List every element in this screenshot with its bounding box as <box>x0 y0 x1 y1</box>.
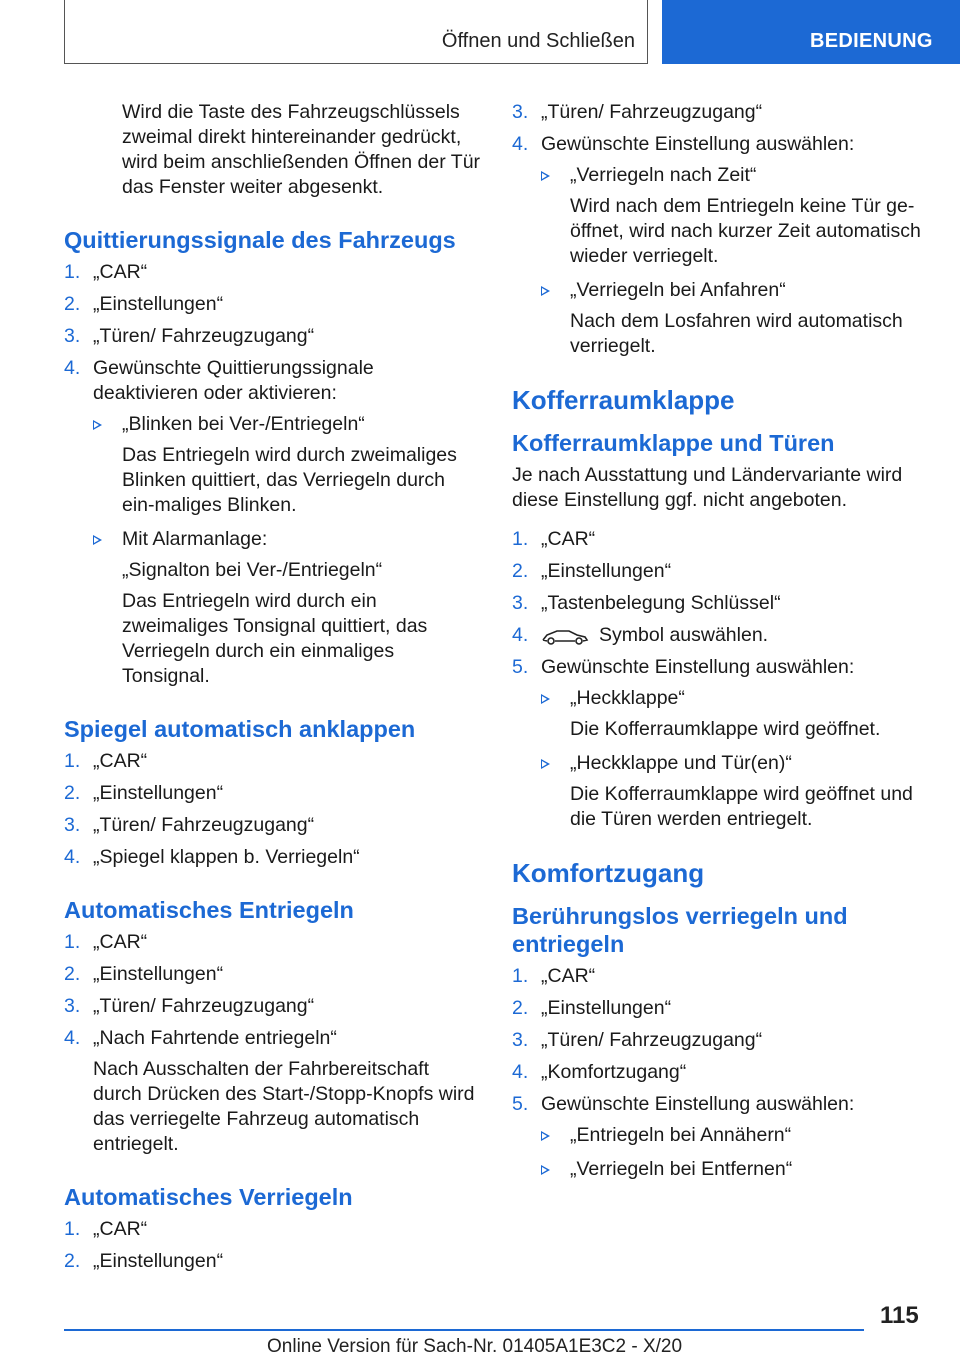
chapter-tab <box>662 0 960 64</box>
list-item: 3. „Türen/ Fahrzeugzugang“ <box>64 814 315 836</box>
list-item: 3. „Tastenbelegung Schlüssel“ <box>512 592 781 614</box>
list-item: 1. „CAR“ <box>512 965 596 987</box>
list-item: 2. „Einstellungen“ <box>64 1250 224 1272</box>
triangle-bullet-icon <box>541 1165 550 1175</box>
right-column <box>512 100 922 1191</box>
list-item: 3. „Türen/ Fahrzeugzugang“ <box>64 325 315 347</box>
quittierung-options <box>93 412 482 689</box>
komfort-steps <box>512 964 922 1182</box>
list-item: 5. Gewünschte Einstellung auswählen: „Heckklappe“ Die Kofferraumklappe wird geöffnet. „Heckklappe und Tür(en)“ Die Kofferraumklappe wird geöffnet und die Türen werden entriegelt. <box>512 655 922 832</box>
heading-kofferraum: Kofferraumklappe <box>512 385 735 415</box>
spiegel-steps <box>64 749 482 870</box>
triangle-bullet-icon <box>93 420 102 430</box>
kofferraum-options <box>541 686 922 832</box>
section-box <box>64 0 648 64</box>
chapter-tab-label: BEDIENUNG <box>810 30 933 52</box>
verriegeln-options <box>541 163 922 359</box>
page-number: 115 <box>880 1302 919 1329</box>
car-icon <box>541 626 589 646</box>
page-header <box>0 0 960 66</box>
heading-quittierung: Quittierungssignale des Fahrzeugs <box>64 227 456 253</box>
list-item: 4. „Nach Fahrtende entriegeln“ Nach Ausschalten der Fahrbereitschaft durch Drücken des Start-/Stopp-Knopfs wird das verriegelte Fahrzeug automatisch entriegelt. <box>64 1026 482 1157</box>
heading-kofferraum-tueren: Kofferraumklappe und Türen <box>512 430 835 456</box>
list-item: 5. Gewünschte Einstellung auswählen: „Entriegeln bei Annähern“ „Verriegeln bei Entfernen“ <box>512 1092 922 1182</box>
verriegeln-steps-left <box>64 1217 482 1274</box>
left-column <box>64 100 482 1282</box>
quittierung-steps <box>64 260 482 689</box>
option-item: „Verriegeln nach Zeit“ Wird nach dem Entriegeln keine Tür ge-öffnet, wird nach kurzer Zeit automatisch wieder verriegelt. <box>541 163 922 269</box>
list-item: 1. „CAR“ <box>512 528 596 550</box>
list-item: 3. „Türen/ Fahrzeugzugang“ <box>512 1029 763 1051</box>
option-item: Mit Alarmanlage: „Signalton bei Ver-/Entriegeln“ Das Entriegeln wird durch ein zweimaliges Tonsignal quittiert, das Verriegeln durch ein einmaliges Tonsignal. <box>93 527 482 689</box>
footer-text: Online Version für Sach-Nr. 01405A1E3C2 - X/20 <box>267 1336 683 1357</box>
heading-komfort: Komfortzugang <box>512 858 705 888</box>
triangle-bullet-icon <box>541 1131 550 1141</box>
list-item: 4. Symbol auswählen. <box>512 624 769 646</box>
list-item: 3. „Türen/ Fahrzeugzugang“ <box>512 101 763 123</box>
heading-entriegeln: Automatisches Entriegeln <box>64 897 354 923</box>
list-item: 4. „Spiegel klappen b. Verriegeln“ <box>64 846 360 868</box>
triangle-bullet-icon <box>541 694 550 704</box>
verriegeln-steps-right <box>512 100 922 359</box>
komfort-options <box>541 1123 922 1182</box>
list-item: 2. „Einstellungen“ <box>512 997 672 1019</box>
option-item: „Entriegeln bei Annähern“ <box>541 1123 922 1148</box>
list-item: 4. Gewünschte Quittierungssignale deaktivieren oder aktivieren: „Blinken bei Ver-/Entriegeln“ Das Entriegeln wird durch zweimaliges Blinken quittiert, das Verriegeln durch ein-maliges Blinken. Mit Alarmanlage: „Signalton bei Ver-/Entriegeln“ Das Entriegeln wird durch ein zweimaliges Tonsignal quittiert, das Verriegeln durch ein einmaliges Tonsignal. <box>64 356 482 689</box>
intro-paragraph: Wird die Taste des Fahrzeugschlüssels zweimal direkt hintereinander gedrückt, wird beim anschließenden Öffnen der Tür das Fenster weiter abgesenkt. <box>122 101 481 198</box>
option-item: „Heckklappe und Tür(en)“ Die Kofferraumklappe wird geöffnet und die Türen werden entriegelt. <box>541 751 922 832</box>
heading-beruehrungslos: Berührungslos verriegeln und entriegeln <box>512 903 848 957</box>
footer-divider <box>64 1329 864 1331</box>
option-item: „Verriegeln bei Anfahren“ Nach dem Losfahren wird automatisch verriegelt. <box>541 278 922 359</box>
heading-spiegel: Spiegel automatisch anklappen <box>64 716 416 742</box>
triangle-bullet-icon <box>93 535 102 545</box>
option-item: „Blinken bei Ver-/Entriegeln“ Das Entriegeln wird durch zweimaliges Blinken quittiert, das Verriegeln durch ein-maliges Blinken. <box>93 412 482 518</box>
entriegeln-steps <box>64 930 482 1157</box>
list-item: 3. „Türen/ Fahrzeugzugang“ <box>64 995 315 1017</box>
triangle-bullet-icon <box>541 171 550 181</box>
option-item: „Heckklappe“ Die Kofferraumklappe wird geöffnet. <box>541 686 922 742</box>
triangle-bullet-icon <box>541 286 550 296</box>
list-item: 1. „CAR“ <box>64 1218 148 1240</box>
list-item: 2. „Einstellungen“ <box>512 560 672 582</box>
list-item: 1. „CAR“ <box>64 931 148 953</box>
list-item: 4. „Komfortzugang“ <box>512 1061 687 1083</box>
list-item: 2. „Einstellungen“ <box>64 963 224 985</box>
kofferraum-steps <box>512 527 922 832</box>
option-item: „Verriegeln bei Entfernen“ <box>541 1157 922 1182</box>
heading-verriegeln: Automatisches Verriegeln <box>64 1184 353 1210</box>
list-item: 2. „Einstellungen“ <box>64 782 224 804</box>
list-item: 2. „Einstellungen“ <box>64 293 224 315</box>
list-item: 1. „CAR“ <box>64 261 148 283</box>
section-title: Öffnen und Schließen <box>441 30 635 52</box>
list-item: 4. Gewünschte Einstellung auswählen: „Verriegeln nach Zeit“ Wird nach dem Entriegeln keine Tür ge-öffnet, wird nach kurzer Zeit automatisch wieder verriegelt. „Verriegeln bei Anfahren“ Nach dem Losfahren wird automatisch verriegelt. <box>512 133 921 357</box>
entriegeln-description: Nach Ausschalten der Fahrbereitschaft durch Drücken des Start-/Stopp-Knopfs wird das verriegelte Fahrzeug automatisch entriegelt. <box>93 1058 475 1155</box>
list-item: 1. „CAR“ <box>64 750 148 772</box>
triangle-bullet-icon <box>541 759 550 769</box>
kofferraum-note: Je nach Ausstattung und Ländervariante wird diese Einstellung ggf. nicht angeboten. <box>512 464 903 511</box>
